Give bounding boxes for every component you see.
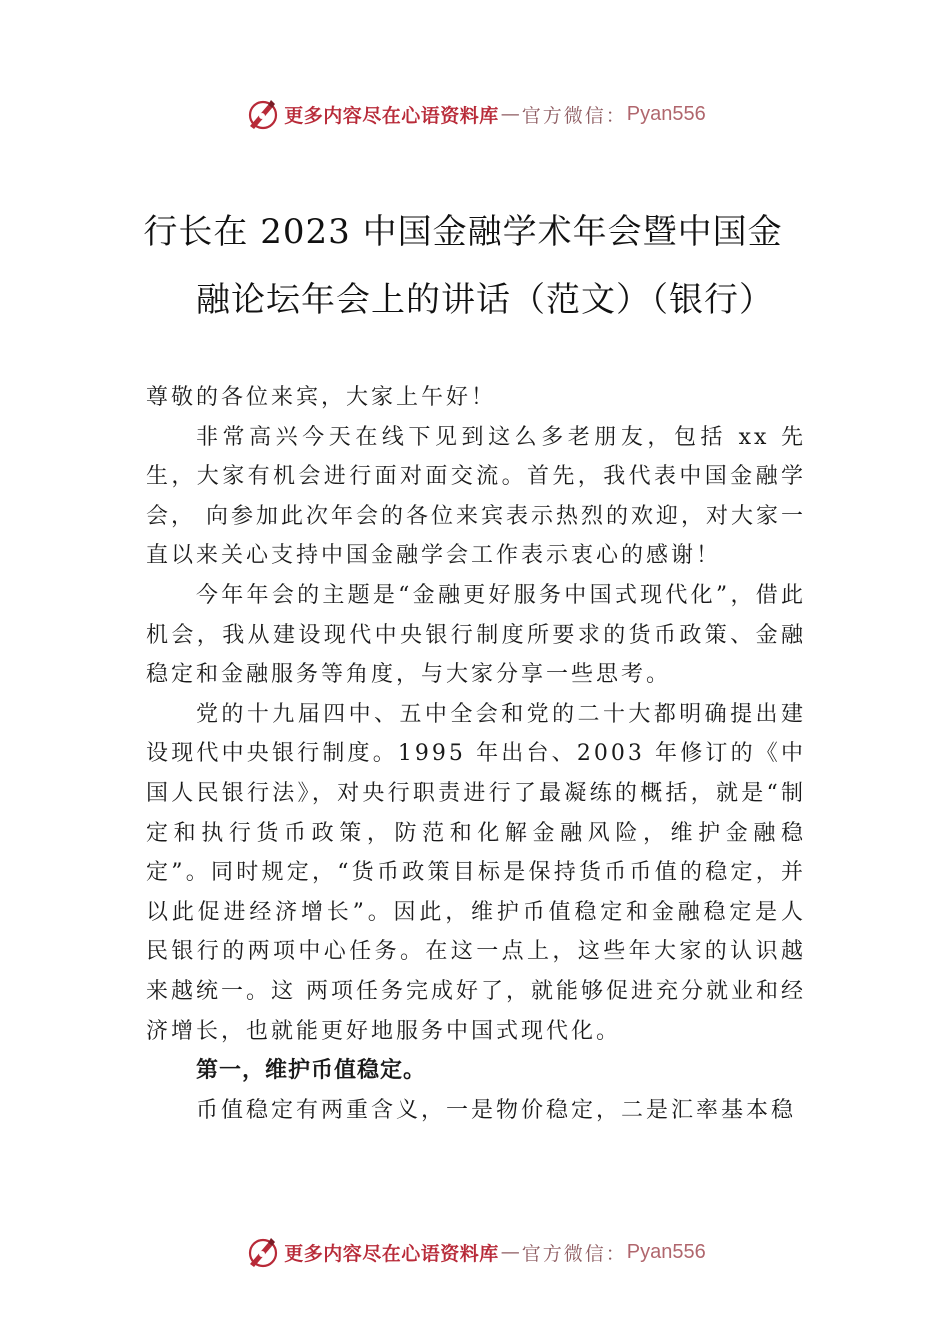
header-banner [0,94,950,134]
banner-label: 官方微信： [521,1242,627,1265]
paragraph: 币值稳定有两重含义，一是物价稳定，二是汇率基本稳 [196,1097,797,1123]
paragraph: 非常高兴今天在线下见到这么多老朋友，包括 xx 先生，大家有机会进行面对面交流。首先，我代表中国金融学会， 向参加此次年会的各位来宾表示热烈的欢迎，对大家一直以来关心支持中国金融学会工作表示衷心的感谢！ [146,424,806,569]
banner-wechat-id: Pyan556 [626,1240,706,1263]
paragraph: 今年年会的主题是“金融更好服务中国式现代化”，借此机会，我从建设现代中央银行制度所要求的货币政策、金融稳定和金融服务等角度，与大家分享一些思考。 [146,582,806,688]
pen-circle-logo-icon [244,1234,280,1270]
salutation: 尊敬的各位来宾，大家上午好！ [146,385,497,410]
document-title-line-1: 行长在 2023 中国金融学术年会暨中国金 [143,212,783,252]
document-body [146,378,806,1130]
footer-banner [0,1232,950,1272]
document-title-line-2: 融论坛年会上的讲话（范文）（银行） [196,280,774,320]
pen-circle-logo-icon [244,96,280,132]
banner-wechat-id: Pyan556 [626,102,706,125]
banner-separator: — [500,103,520,125]
banner-text: 更多内容尽在心语资料库 [284,104,499,127]
banner-text: 更多内容尽在心语资料库 [284,1242,499,1265]
section-heading: 第一，维护币值稳定。 [196,1058,427,1084]
banner-label: 官方微信： [521,104,627,127]
banner-separator: — [500,1241,520,1263]
paragraph: 党的十九届四中、五中全会和党的二十大都明确提出建设现代中央银行制度。1995 年出台、2003 年修订的《中国人民银行法》，对央行职责进行了最凝练的概括，就是“制定和执行货币政策，防范和化解金融风险，维护金融稳定”。同时规定，“货币政策目标是保持货币币值的稳定，并以此促进经济增长”。因此，维护币值稳定和金融稳定是人民银行的两项中心任务。在这一点上，这些年大家的认识越来越统一。这 两项任务完成好了，就能够促进充分就业和经济增长，也就能更好地服务中国式现代化。 [146,701,806,1044]
